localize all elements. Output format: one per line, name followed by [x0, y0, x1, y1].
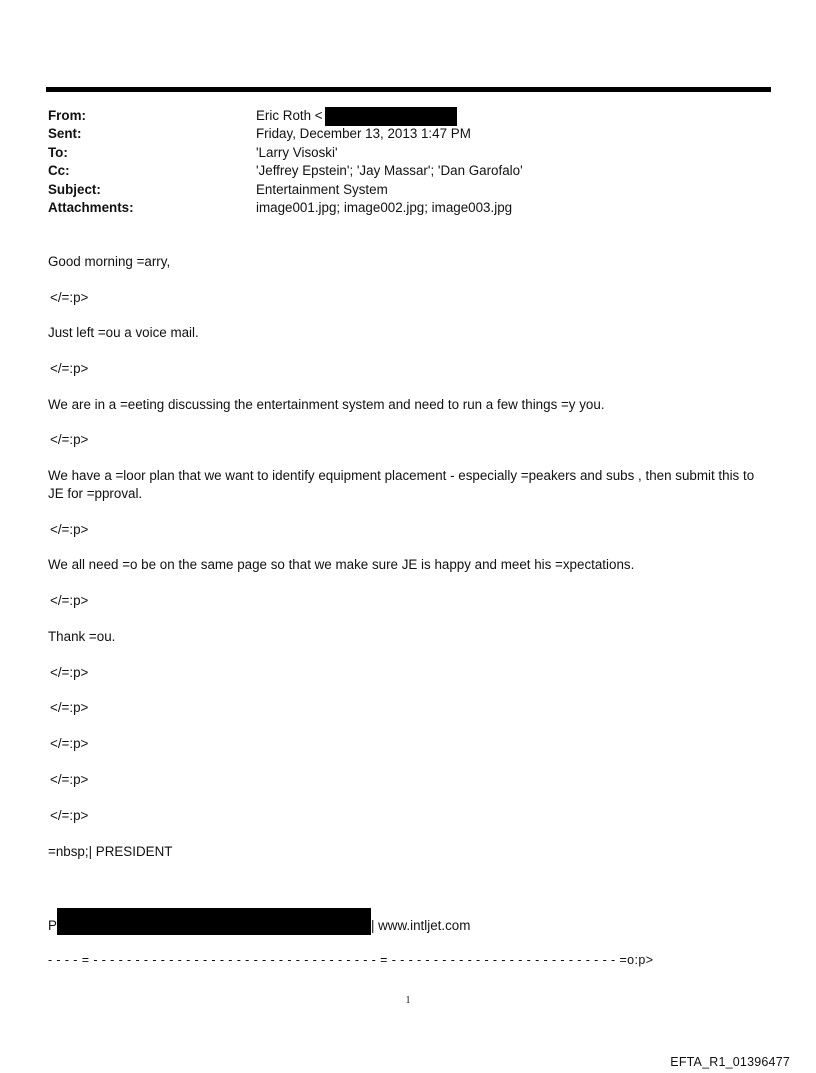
- header-rule: [46, 87, 771, 92]
- from-row: [48, 107, 768, 125]
- cc-value: 'Jeffrey Epstein'; 'Jay Massar'; 'Dan Garofalo': [256, 163, 523, 179]
- body-line-meeting: We are in a =eeting discussing the entertainment system and need to run a few things =y you.: [48, 397, 605, 412]
- to-row: [48, 144, 768, 162]
- p-marker: </=:p>: [50, 700, 89, 715]
- attachments-row: [48, 199, 768, 217]
- signature-title: =nbsp;| PRESIDENT: [48, 844, 173, 859]
- cc-row: [48, 162, 768, 180]
- email-header: [48, 107, 768, 217]
- separator-dashes: - - - - = - - - - - - - - - - - - - - - - - - - - - - - - - - - - - - - - - - = - - - - - - - - - - - - - - - - - - - - - - - - - - - =o:p>: [48, 953, 654, 967]
- p-marker: </=:p>: [50, 522, 89, 537]
- body-para-floor-plan: We have a =loor plan that we want to identify equipment placement - especially =peakers and subs , then submit this to JE for =pproval.: [48, 468, 755, 501]
- sent-label: Sent:: [48, 126, 82, 142]
- p-marker: </=:p>: [50, 432, 89, 447]
- signature-website: | www.intljet.com: [370, 918, 471, 933]
- signature-contact-row: [48, 908, 470, 935]
- redaction-box-email: [325, 107, 457, 126]
- cc-label: Cc:: [48, 163, 70, 179]
- p-marker: </=:p>: [50, 593, 89, 608]
- from-value: [256, 107, 457, 126]
- p-marker: </=:p>: [50, 736, 89, 751]
- signature-prefix: P: [48, 918, 57, 933]
- to-label: To:: [48, 144, 68, 160]
- p-marker: </=:p>: [50, 665, 89, 680]
- bates-number: EFTA_R1_01396477: [670, 1055, 790, 1069]
- sent-value: Friday, December 13, 2013 1:47 PM: [256, 126, 471, 142]
- subject-value: Entertainment System: [256, 181, 388, 197]
- body-line-voicemail: Just left =ou a voice mail.: [48, 325, 199, 340]
- sent-row: [48, 125, 768, 143]
- body-line-same-page: We all need =o be on the same page so that we make sure JE is happy and meet his =xpectations.: [48, 557, 635, 572]
- greeting-line: Good morning =arry,: [48, 254, 171, 269]
- redaction-box-contact: [57, 908, 371, 935]
- p-marker: </=:p>: [50, 361, 89, 376]
- from-label: From:: [48, 108, 86, 123]
- p-marker: </=:p>: [50, 772, 89, 787]
- from-sender: Eric Roth <: [256, 108, 323, 123]
- p-marker: </=:p>: [50, 290, 89, 305]
- p-marker: </=:p>: [50, 808, 89, 823]
- subject-label: Subject:: [48, 181, 101, 197]
- attachments-label: Attachments:: [48, 199, 134, 215]
- subject-row: [48, 181, 768, 199]
- page-number: 1: [405, 995, 411, 1006]
- attachments-value: image001.jpg; image002.jpg; image003.jpg: [256, 199, 513, 215]
- thanks-line: Thank =ou.: [48, 629, 116, 644]
- to-value: 'Larry Visoski': [256, 144, 338, 160]
